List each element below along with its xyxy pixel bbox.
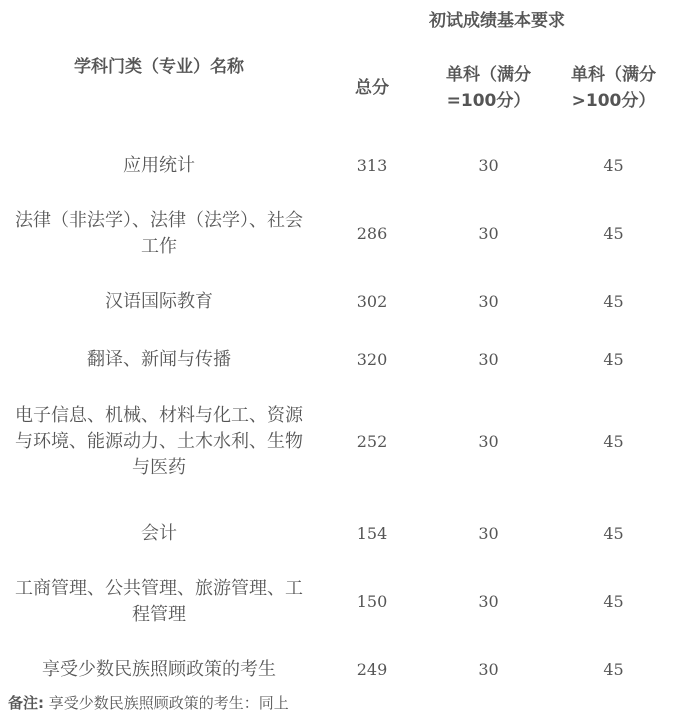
total-header: 总分 [355, 78, 389, 98]
total-score: 302 [356, 292, 388, 311]
single-100-score: 30 [478, 224, 499, 243]
footnote [8, 692, 289, 714]
subject-name: 应用统计 [123, 155, 195, 176]
table-row [0, 198, 676, 270]
single-over-100-header: 单科（满分>100分） [571, 65, 656, 111]
footnote-text: 享受少数民族照顾政策的考生：同上 [48, 694, 289, 712]
table-row [0, 270, 676, 334]
group-title-header: 初试成绩基本要求 [429, 11, 565, 31]
single-over-100-score: 45 [603, 432, 624, 451]
total-score: 313 [356, 156, 388, 175]
subject-name: 会计 [141, 523, 177, 544]
single-100-score: 30 [478, 592, 499, 611]
single-over-100-score: 45 [603, 292, 624, 311]
subject-name: 工商管理、公共管理、旅游管理、工程管理 [15, 578, 303, 625]
single-over-100-score: 45 [603, 524, 624, 543]
total-score: 286 [356, 224, 388, 243]
total-score: 252 [356, 432, 388, 451]
single-100-score: 30 [478, 660, 499, 679]
footnote-label: 备注: [8, 694, 44, 712]
subject-column-header: 学科门类（专业）名称 [74, 57, 244, 77]
single-100-score: 30 [478, 292, 499, 311]
subject-name: 法律（非法学）、法律（法学）、社会工作 [15, 210, 303, 257]
single-100-score: 30 [478, 524, 499, 543]
single-over-100-score: 45 [603, 660, 624, 679]
single-100-score: 30 [478, 350, 499, 369]
subject-name: 享受少数民族照顾政策的考生 [42, 659, 276, 680]
single-100-header: 单科（满分=100分） [446, 65, 531, 111]
single-over-100-score: 45 [603, 350, 624, 369]
total-score: 154 [356, 524, 388, 543]
single-100-score: 30 [478, 156, 499, 175]
subject-name: 电子信息、机械、材料与化工、资源与环境、能源动力、土木水利、生物与医药 [15, 405, 303, 478]
subject-name: 汉语国际教育 [105, 291, 213, 312]
single-100-score: 30 [478, 432, 499, 451]
single-over-100-score: 45 [603, 592, 624, 611]
single-over-100-score: 45 [603, 224, 624, 243]
total-score: 150 [356, 592, 388, 611]
single-over-100-score: 45 [603, 156, 624, 175]
table-row [0, 134, 676, 198]
subject-name: 翻译、新闻与传播 [87, 349, 231, 370]
table-row [0, 570, 676, 634]
table-row [0, 386, 676, 498]
table-row [0, 498, 676, 570]
table-row [0, 334, 676, 386]
total-score: 249 [356, 660, 388, 679]
total-score: 320 [356, 350, 388, 369]
